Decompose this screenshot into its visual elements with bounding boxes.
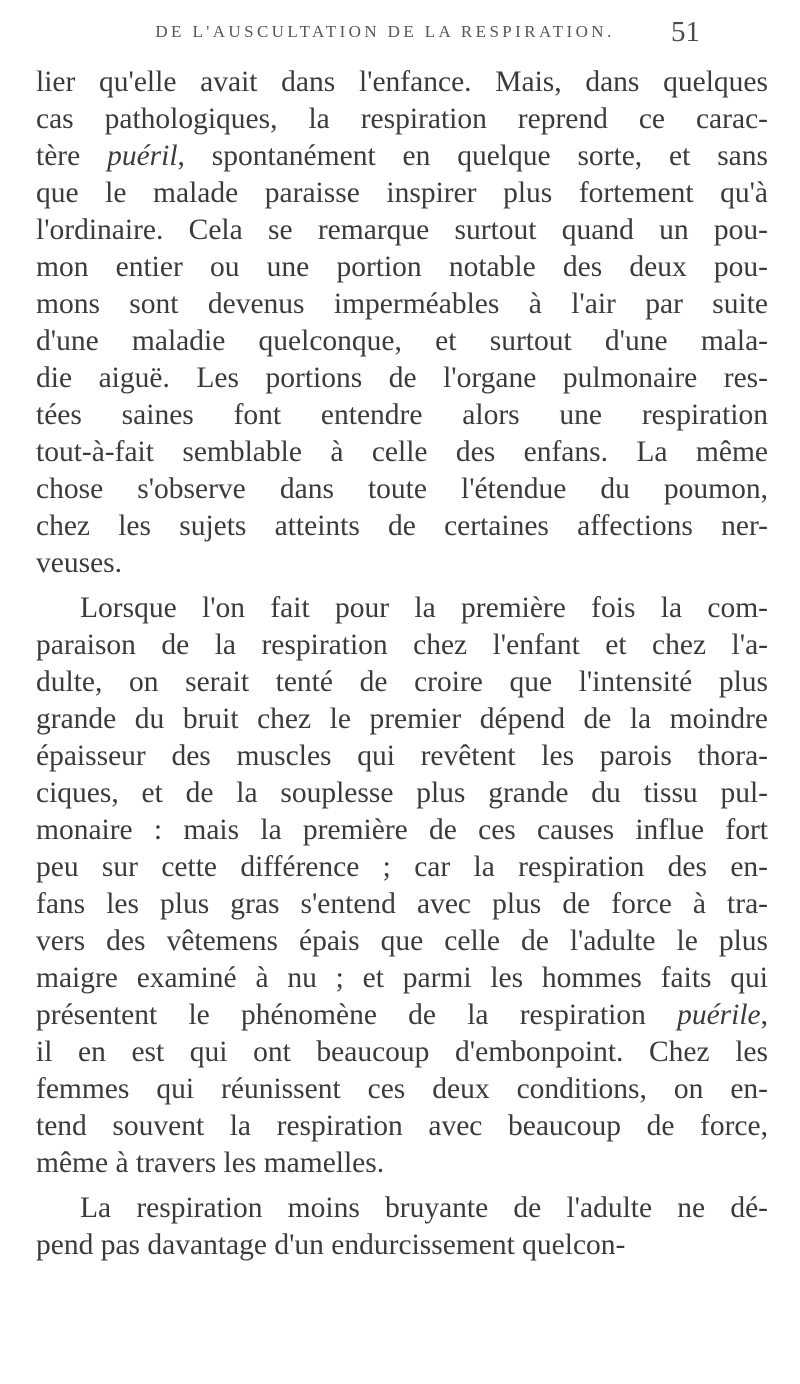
text-line: d'une maladie quelconque, et surtout d'une mala- [36,325,768,357]
paragraph-gap [36,1182,768,1190]
page-number: 51 [671,16,700,48]
text-line: mons sont devenus imperméables à l'air par suite [36,288,768,320]
text-line: lier qu'elle avait dans l'enfance. Mais, dans quelques [36,66,768,98]
running-head [115,16,785,56]
text-line: paraison de la respiration chez l'enfant et chez l'a- [36,629,768,661]
text-line: monaire : mais la première de ces causes influe fort [36,814,768,846]
text-line: femmes qui réunissent ces deux conditions, on en- [36,1073,768,1105]
text-line: pend pas davantage d'un endurcissement quelcon- [36,1229,626,1261]
text-line: peu sur cette différence ; car la respiration des en- [36,851,768,883]
text-line: Lorsque l'on fait pour la première fois la com- [80,592,768,624]
text-line: veuses. [36,547,123,579]
text-line: mon entier ou une portion notable des deux pou- [36,251,768,283]
text-line: La respiration moins bruyante de l'adulte ne dé- [80,1192,768,1224]
text-line: tout-à-fait semblable à celle des enfans. La même [36,436,768,468]
text-fragment: , spontanément en quelque sorte, et sans [177,140,768,172]
paragraph [36,590,768,1182]
text-line: chez les sujets atteints de certaines affections ner- [36,510,768,542]
text-line: vers des vêtemens épais que celle de l'adulte le plus [36,925,768,957]
text-line: il en est qui ont beaucoup d'embonpoint. Chez les [36,1036,768,1068]
running-title: DE L'AUSCULTATION DE LA RESPIRATION. [155,22,615,41]
text-line: épaisseur des muscles qui revêtent les parois thora- [36,740,768,772]
body-text [36,64,768,1264]
text-fragment: puérile [677,999,761,1031]
paragraph [36,1190,768,1264]
text-line: chose s'observe dans toute l'étendue du poumon, [36,473,768,505]
text-line: cas pathologiques, la respiration reprend ce carac- [36,103,768,135]
text-fragment: , [760,999,768,1031]
text-line: tées saines font entendre alors une respiration [36,399,768,431]
text-line: tend souvent la respiration avec beaucoup de force, [36,1110,768,1142]
text-line: ciques, et de la souplesse plus grande du tissu pul- [36,777,768,809]
text-line [36,138,768,175]
text-fragment: présentent le phénomène de la respiration [36,999,678,1031]
text-line: grande du bruit chez le premier dépend de la moindre [36,703,768,735]
text-fragment: tère [36,140,108,172]
text-line: fans les plus gras s'entend avec plus de force à tra- [36,888,768,920]
text-line: même à travers les mamelles. [36,1147,385,1179]
paragraph-gap [36,582,768,590]
text-line: maigre examiné à nu ; et parmi les hommes faits qui [36,962,768,994]
paragraph [36,64,768,582]
text-line: l'ordinaire. Cela se remarque surtout quand un pou- [36,214,768,246]
text-line: dulte, on serait tenté de croire que l'intensité plus [36,666,768,698]
text-line [36,997,768,1034]
text-fragment: puéril [107,140,178,172]
text-line: die aiguë. Les portions de l'organe pulmonaire res- [36,362,768,394]
text-line: que le malade paraisse inspirer plus fortement qu'à [36,177,768,209]
